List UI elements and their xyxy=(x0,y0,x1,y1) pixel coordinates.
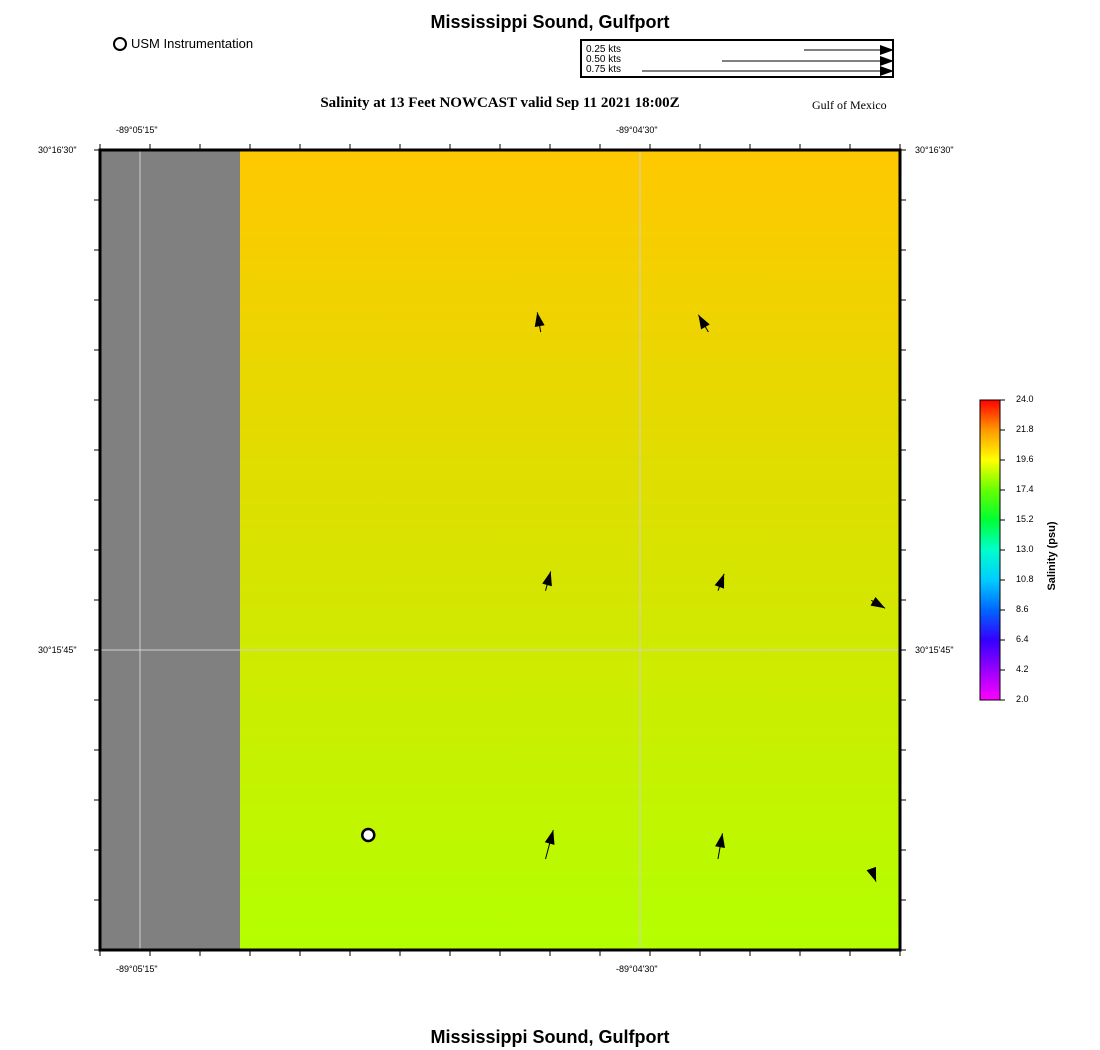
lon-label-bottom-east: -89°04'30" xyxy=(616,964,658,974)
colorbar-label: 17.4 xyxy=(1016,484,1034,494)
instrument-legend-label: USM Instrumentation xyxy=(131,36,254,51)
land-area xyxy=(100,150,240,950)
colorbar-label: 24.0 xyxy=(1016,394,1034,404)
instrument-legend xyxy=(113,36,253,51)
salinity-colorbar xyxy=(975,395,1015,707)
lon-label-top-east: -89°04'30" xyxy=(616,125,658,135)
instrument-marker xyxy=(362,829,374,841)
region-label: Gulf of Mexico xyxy=(812,98,887,112)
vector-scale-arrows xyxy=(582,41,894,78)
map-title: Mississippi Sound, Gulfport xyxy=(430,12,670,32)
instrument-marker-icon xyxy=(113,37,127,51)
lon-label-top-west: -89°05'15" xyxy=(116,125,158,135)
colorbar-label: 13.0 xyxy=(1016,544,1034,554)
colorbar-label: 10.8 xyxy=(1016,574,1034,584)
salinity-map xyxy=(90,140,912,962)
lat-label-right-north: 30°16'30" xyxy=(915,145,954,155)
lat-label-left-north: 30°16'30" xyxy=(38,145,77,155)
colorbar-label: 15.2 xyxy=(1016,514,1034,524)
lon-label-bottom-west: -89°05'15" xyxy=(116,964,158,974)
lat-label-right-mid: 30°15'45" xyxy=(915,645,954,655)
vector-scale-legend xyxy=(580,39,894,78)
colorbar-label: 6.4 xyxy=(1016,634,1029,644)
colorbar-label: 21.8 xyxy=(1016,424,1034,434)
map-footer-title: Mississippi Sound, Gulfport xyxy=(430,1027,670,1047)
colorbar-label: 8.6 xyxy=(1016,604,1029,614)
product-subtitle: Salinity at 13 Feet NOWCAST valid Sep 11 2021 18:00Z xyxy=(320,95,680,111)
colorbar-label: 2.0 xyxy=(1016,694,1029,704)
vector-scale-label: 0.50 kts xyxy=(586,54,622,65)
colorbar-label: 19.6 xyxy=(1016,454,1034,464)
vector-scale-label: 0.75 kts xyxy=(586,64,622,75)
colorbar-scale xyxy=(980,400,1000,700)
colorbar-ticks xyxy=(1000,400,1005,700)
vector-scale-label: 0.25 kts xyxy=(586,44,622,55)
colorbar-label: 4.2 xyxy=(1016,664,1029,674)
colorbar-title: Salinity (psu) xyxy=(1046,521,1058,591)
lat-label-left-mid: 30°15'45" xyxy=(38,645,77,655)
